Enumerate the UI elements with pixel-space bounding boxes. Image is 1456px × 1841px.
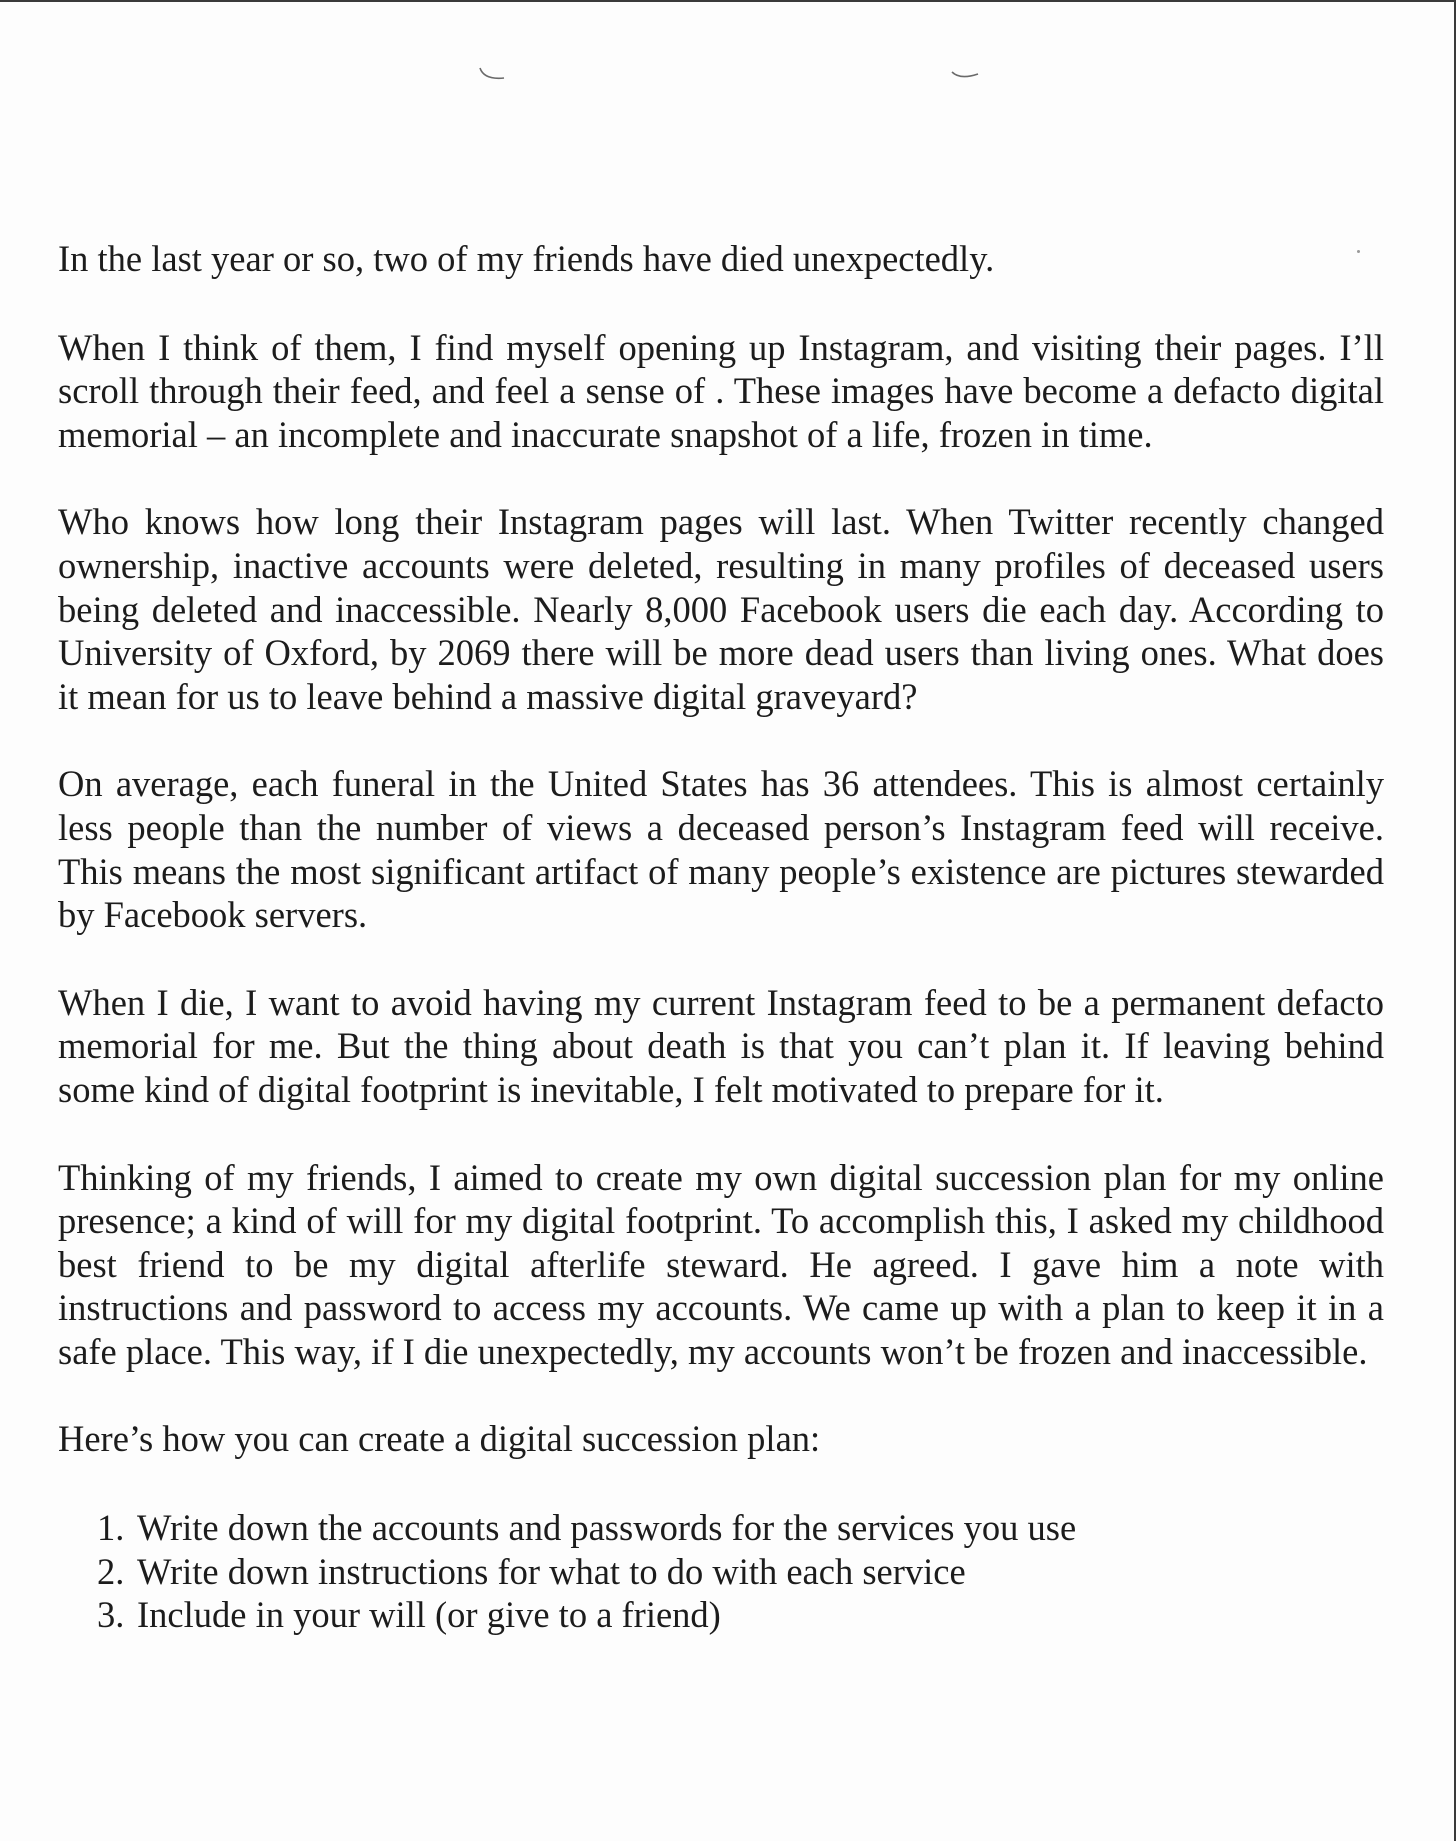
list-item: 1. Write down the accounts and passwords for the services you use [97, 1507, 1077, 1549]
punch-hole-mark-right [950, 66, 980, 82]
punch-hole-mark-left [478, 66, 508, 82]
steps-list [58, 1506, 1384, 1637]
step-text: Include in your will (or give to a friend) [137, 1594, 721, 1636]
list-item: 3. Include in your will (or give to a friend) [97, 1594, 721, 1636]
document-body [58, 237, 1384, 1637]
list-item: 2. Write down instructions for what to do with each service [97, 1550, 966, 1592]
paragraph-funeral-attendees: On average, each funeral in the United States has 36 attendees. This is almost certainly less people than the number of views a deceased person’s Instagram feed will receive. This means the most significant artifact of many people’s existence are pictures stewarded by Facebook servers. [58, 763, 1384, 936]
paragraph-prepare: When I die, I want to avoid having my current Instagram feed to be a permanent defacto memorial for me. But the thing about death is that you can’t plan it. If leaving behind some kind of digital footprint is inevitable, I felt motivated to prepare for it. [58, 981, 1384, 1110]
paragraph-how-to: Here’s how you can create a digital succession plan: [58, 1418, 821, 1460]
paragraph-digital-graveyard: Who knows how long their Instagram pages will last. When Twitter recently changed ownership, inactive accounts were deleted, resulting in many profiles of deceased users being deleted and inaccessible. Nearly 8,000 Facebook users die each day. According to University of Oxford, by 2069 there will be more dead users than living ones. What does it mean for us to leave behind a massive digital graveyard? [58, 501, 1384, 717]
paragraph-instagram-memorial: When I think of them, I find myself opening up Instagram, and visiting their pages. I’ll scroll through their feed, and feel a sense of . These images have become a defacto digital memorial – an incomplete and inaccurate snapshot of a life, frozen in time. [58, 326, 1384, 455]
paragraph-succession-plan: Thinking of my friends, I aimed to create my own digital succession plan for my online presence; a kind of will for my digital footprint. To accomplish this, I asked my childhood best friend to be my digital afterlife steward. He agreed. I gave him a note with instructions and password to access my accounts. We came up with a plan to keep it in a safe place. This way, if I die unexpectedly, my accounts won’t be frozen and inaccessible. [58, 1156, 1384, 1372]
paragraph-intro: In the last year or so, two of my friends have died unexpectedly. [58, 238, 995, 279]
step-text: Write down instructions for what to do with each service [137, 1550, 966, 1592]
step-text: Write down the accounts and passwords for the services you use [137, 1507, 1077, 1549]
